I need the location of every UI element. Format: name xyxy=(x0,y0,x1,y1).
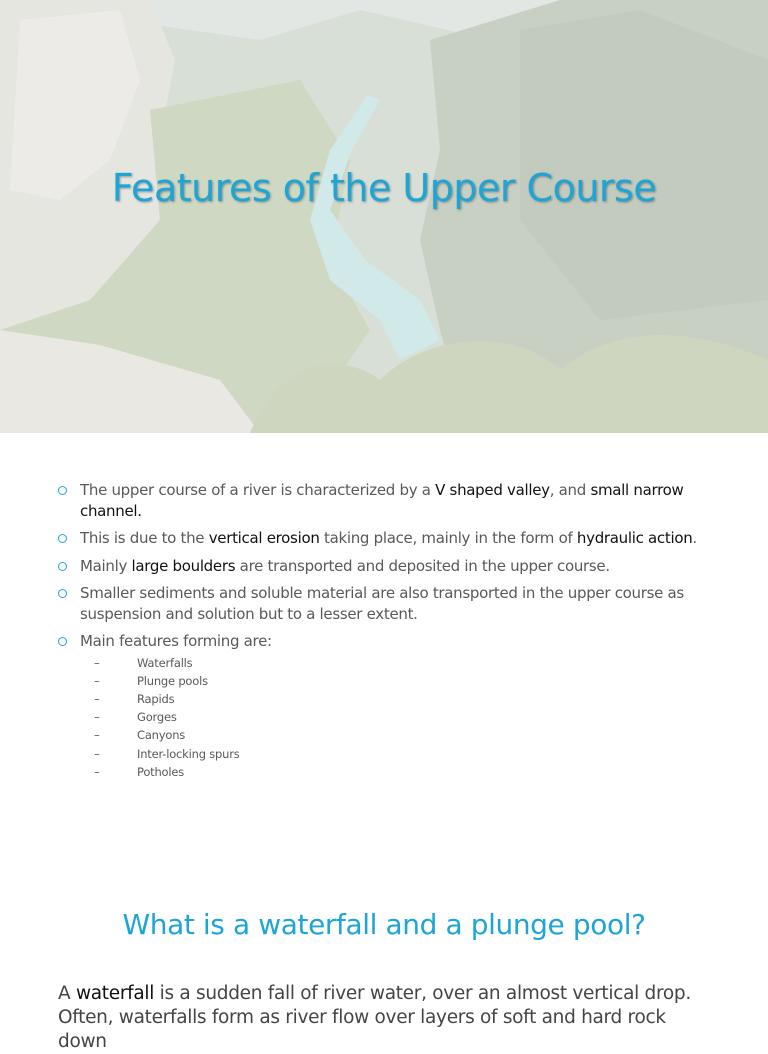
valley-landscape-image xyxy=(0,0,768,433)
bullet-item xyxy=(58,480,718,521)
feature-label: Waterfalls xyxy=(137,655,193,670)
keyword-text: waterfall xyxy=(75,983,155,1004)
bullet-item xyxy=(58,556,718,577)
dash-marker: – xyxy=(94,710,100,725)
page-title: Features of the Upper Course xyxy=(111,166,657,210)
feature-list-item xyxy=(94,690,718,708)
hero-photo xyxy=(0,0,768,433)
feature-list-item xyxy=(94,672,718,690)
bullet-text: , and xyxy=(549,481,591,499)
bullet-list xyxy=(58,480,718,788)
bullet-text: . xyxy=(692,529,697,547)
keyword-text: V shaped valley xyxy=(435,481,550,499)
feature-label: Rapids xyxy=(137,691,175,706)
section-heading: What is a waterfall and a plunge pool? xyxy=(122,908,646,941)
bullet-item xyxy=(58,631,718,781)
keyword-text: small narrow channel. xyxy=(80,481,684,520)
feature-label: Gorges xyxy=(137,710,177,725)
bullet-circle-icon xyxy=(58,486,67,495)
bullet-item xyxy=(58,583,718,624)
keyword-text: large boulders xyxy=(131,556,236,575)
keyword-text: hydraulic action xyxy=(576,529,693,547)
feature-label: Canyons xyxy=(137,728,186,743)
dash-marker: – xyxy=(94,691,100,706)
dash-marker: – xyxy=(94,673,100,688)
bullet-circle-icon xyxy=(58,534,67,543)
keyword-text: vertical erosion xyxy=(208,529,320,547)
bullet-text: are transported and deposited in the upper course. xyxy=(235,556,610,575)
feature-list-item xyxy=(94,763,718,781)
bullet-text: taking place, mainly in the form of xyxy=(319,529,577,547)
bullet-text: Main features forming are: xyxy=(80,632,272,650)
feature-label: Plunge pools xyxy=(137,673,208,688)
bullet-circle-icon xyxy=(58,589,67,598)
paragraph-text: A xyxy=(58,983,76,1004)
bullet-item xyxy=(58,528,718,549)
bullet-circle-icon xyxy=(58,562,67,571)
feature-list-item xyxy=(94,654,718,672)
feature-label: Potholes xyxy=(137,764,185,779)
bullet-text: Smaller sediments and soluble material are also transported in the upper course as suspension and solution but to a lesser extent. xyxy=(80,584,684,623)
feature-list-item xyxy=(94,726,718,744)
dash-marker: – xyxy=(94,764,100,779)
bullet-text: Mainly xyxy=(80,556,132,575)
dash-marker: – xyxy=(94,655,100,670)
dash-marker: – xyxy=(94,746,100,761)
bullet-text: The upper course of a river is characterized by a xyxy=(80,481,436,499)
bullet-text: This is due to the xyxy=(80,529,209,547)
waterfall-paragraph xyxy=(58,982,718,1054)
feature-list-item xyxy=(94,708,718,726)
feature-list-item xyxy=(94,745,718,763)
feature-sublist xyxy=(94,654,718,781)
bullet-circle-icon xyxy=(58,637,67,646)
feature-label: Inter-locking spurs xyxy=(137,746,240,761)
paragraph-text: is a sudden fall of river water, over an almost vertical drop. Often, waterfalls form as river flow over layers of soft and hard rock down xyxy=(58,983,691,1052)
dash-marker: – xyxy=(94,728,100,743)
